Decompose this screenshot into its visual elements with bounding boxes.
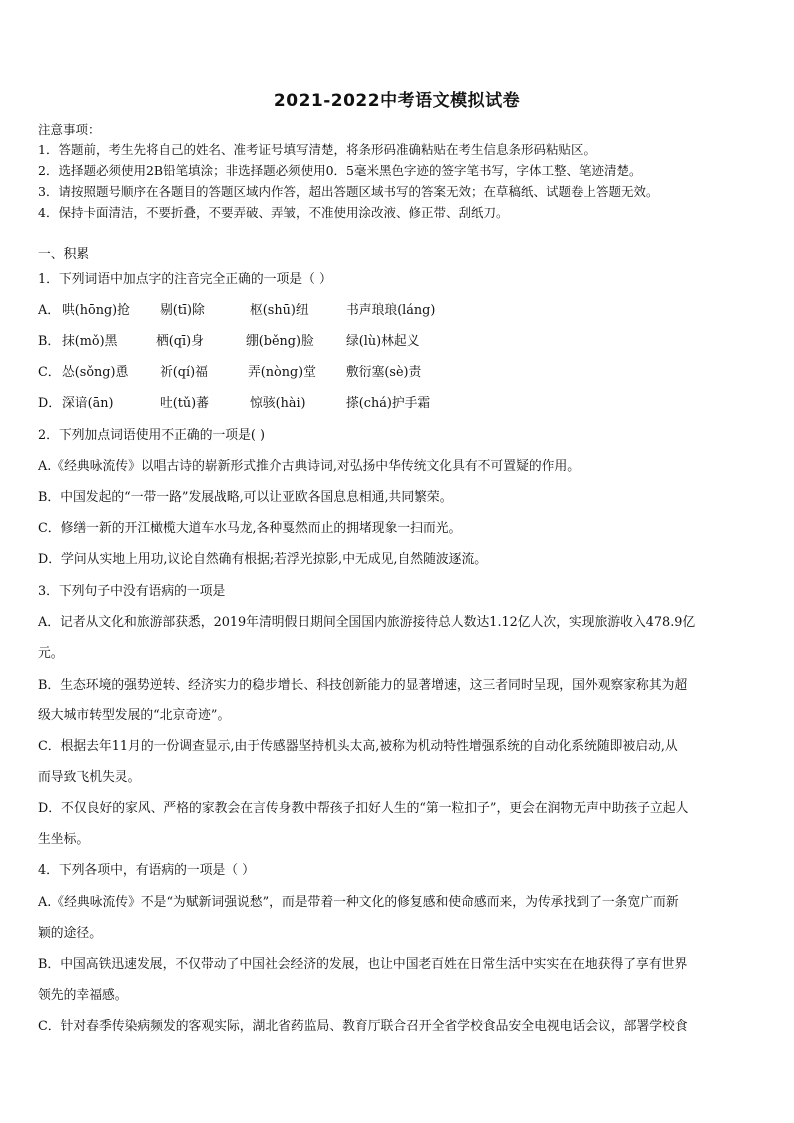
option-item: 怂(sǒng)恿 bbox=[62, 365, 129, 380]
option-text: D．学问从实地上用功,议论自然确有根据;若浮光掠影,中无成见,自然随波逐流。 bbox=[38, 552, 488, 567]
section-heading: 一、积累 bbox=[38, 247, 90, 262]
option-text: 级大城市转型发展的“北京奇迹”。 bbox=[38, 708, 231, 723]
option-text: C．针对春季传染病频发的客观实际，湖北省药监局、教育厅联合召开全省学校食品安全电视电话会议，部署学校食 bbox=[38, 1019, 688, 1034]
question-stem: 4．下列各项中，有语病的一项是（ ） bbox=[38, 863, 255, 878]
option-label: B． bbox=[38, 334, 61, 349]
notice-heading: 注意事项： bbox=[38, 122, 101, 137]
option-text: B．中国发起的“一带一路”发展战略,可以让亚欧各国息息相通,共同繁荣。 bbox=[38, 490, 453, 505]
option-text: B．生态环境的强势逆转、经济实力的稳步增长、科技创新能力的显著增速，这三者同时呈现，国外观察家称其为超 bbox=[38, 678, 688, 693]
option-item: 绷(běng)脸 bbox=[246, 334, 314, 349]
page-title: 2021-2022中考语文模拟试卷 bbox=[273, 91, 521, 111]
option-item: 抹(mǒ)黑 bbox=[62, 334, 118, 349]
option-text: 生坐标。 bbox=[38, 832, 90, 847]
option-text: A.《经典咏流传》以唱古诗的崭新形式推介古典诗词,对弘扬中华传统文化具有不可置疑的作用。 bbox=[38, 459, 581, 474]
option-item: 惊骇(hài) bbox=[250, 396, 306, 411]
option-item: 深谙(ān) bbox=[62, 396, 114, 411]
question-stem: 1．下列词语中加点字的注音完全正确的一项是（ ） bbox=[38, 272, 332, 287]
option-text: 颖的途径。 bbox=[38, 926, 102, 941]
option-item: 绿(lù)林起义 bbox=[346, 334, 420, 349]
question-stem: 3．下列句子中没有语病的一项是 bbox=[38, 584, 226, 599]
option-item: 弄(nòng)堂 bbox=[248, 365, 316, 380]
option-item: 枢(shū)纽 bbox=[250, 303, 309, 318]
option-label: C． bbox=[38, 365, 61, 380]
option-item: 书声琅琅(láng) bbox=[346, 303, 436, 318]
option-text: C．修缮一新的开江橄榄大道车水马龙,各种戛然而止的拥堵现象一扫而光。 bbox=[38, 521, 462, 536]
option-label: A． bbox=[38, 303, 61, 318]
option-text: D．不仅良好的家风、严格的家教会在言传身教中帮孩子扣好人生的“第一粒扣子”，更会在润物无声中助孩子立起人 bbox=[38, 801, 689, 816]
notice-item: 2．选择题必须使用2B铅笔填涂；非选择题必须使用0．5毫米黑色字迹的签字笔书写，字体工整、笔迹清楚。 bbox=[38, 163, 642, 178]
question-stem: 2．下列加点词语使用不正确的一项是( ) bbox=[38, 428, 265, 443]
option-item: 祈(qí)福 bbox=[160, 365, 208, 380]
notice-item: 4．保持卡面清洁，不要折叠，不要弄破、弄皱，不准使用涂改液、修正带、刮纸刀。 bbox=[38, 205, 509, 220]
option-item: 吐(tǔ)蕃 bbox=[160, 396, 209, 411]
option-item: 剔(tī)除 bbox=[160, 303, 205, 318]
option-text: C．根据去年11月的一份调查显示,由于传感器坚持机头太高,被称为机动特性增强系统的自动化系统随即被启动,从 bbox=[38, 739, 678, 754]
option-item: 敷衍塞(sè)责 bbox=[346, 365, 422, 380]
option-text: A.《经典咏流传》不是“为赋新词强说愁”，而是带着一种文化的修复感和使命感而来，为传承找到了一条宽广而新 bbox=[38, 895, 679, 910]
option-text: 元。 bbox=[38, 646, 64, 661]
option-item: 哄(hōng)抢 bbox=[62, 303, 130, 318]
option-text: 领先的幸福感。 bbox=[38, 988, 128, 1003]
option-text: B．中国高铁迅速发展，不仅带动了中国社会经济的发展，也让中国老百姓在日常生活中实实在在地获得了享有世界 bbox=[38, 957, 688, 972]
option-text: 而导致飞机失灵。 bbox=[38, 770, 141, 785]
notice-item: 3．请按照题号顺序在各题目的答题区域内作答，超出答题区域书写的答案无效；在草稿纸、试题卷上答题无效。 bbox=[38, 184, 659, 199]
option-label: D． bbox=[38, 396, 62, 411]
option-text: A．记者从文化和旅游部获悉，2019年清明假日期间全国国内旅游接待总人数达1.12亿人次，实现旅游收入478.9亿 bbox=[38, 615, 696, 630]
option-item: 栖(qī)身 bbox=[156, 334, 204, 349]
option-item: 搽(chá)护手霜 bbox=[346, 396, 431, 411]
notice-item: 1．答题前，考生先将自己的姓名、准考证号填写清楚，将条形码准确粘贴在考生信息条形码粘贴区。 bbox=[38, 142, 596, 157]
